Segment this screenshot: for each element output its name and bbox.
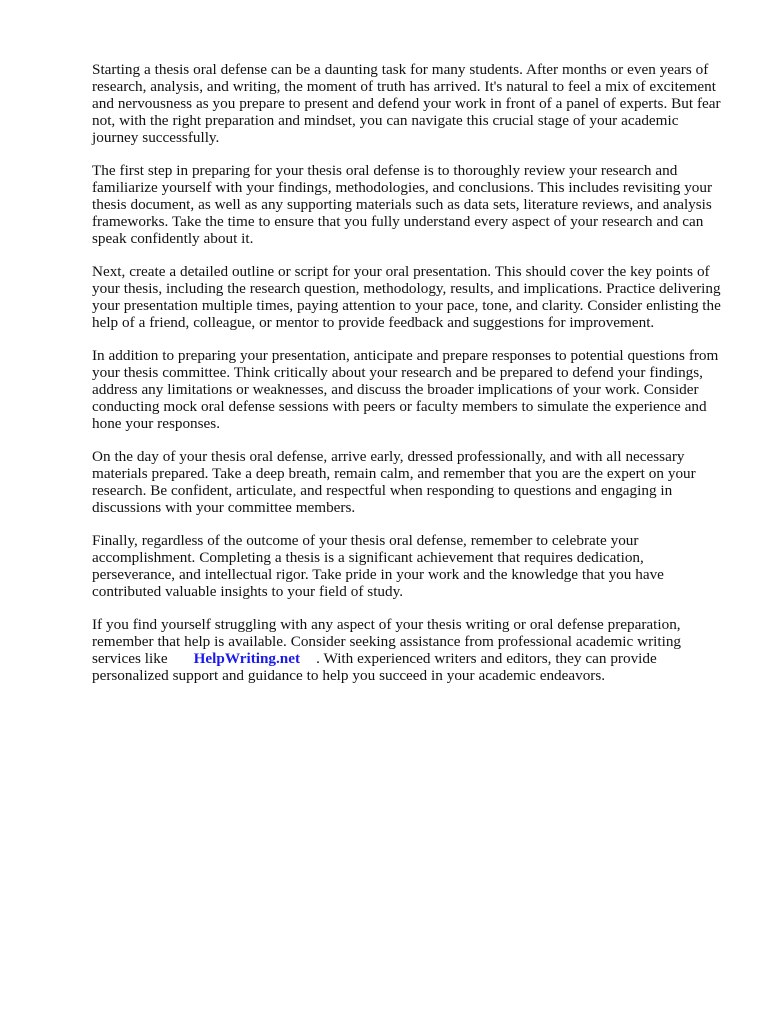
paragraph-celebrate: Finally, regardless of the outcome of your thesis oral defense, remember to celebrate your accomplishment. Completing a thesis is a significant achievement that requires dedication, perseverance, and intellectual rigor. Take pride in your work and the knowledge that you have contributed valuable insights to your field of study.: [92, 532, 664, 600]
helpwriting-link[interactable]: HelpWriting.net: [193, 650, 301, 667]
closing-text-before-link: If you find yourself struggling with any aspect of your thesis writing or oral defense preparation, remember that help is available. Consider seeking assistance from professional academic writing services like: [92, 616, 681, 667]
paragraph-outline-presentation: Next, create a detailed outline or script for your oral presentation. This should cover the key points of your thesis, including the research question, methodology, results, and implications. Practice delivering your presentation multiple times, paying attention to your pace, tone, and clarity. Consider enlisting the help of a friend, colleague, or mentor to provide feedback and suggestions for improvement.: [92, 263, 721, 331]
paragraph-intro: Starting a thesis oral defense can be a daunting task for many students. After months or even years of research, analysis, and writing, the moment of truth has arrived. It's natural to feel a mix of excitement and nervousness as you prepare to present and defend your work in front of a panel of experts. But fear not, with the right preparation and mindset, you can navigate this crucial stage of your academic journey successfully.: [92, 61, 721, 146]
paragraph-closing: [92, 616, 728, 684]
paragraph-review-research: The first step in preparing for your thesis oral defense is to thoroughly review your research and familiarize yourself with your findings, methodologies, and conclusions. This includes revisiting your thesis document, as well as any supporting materials such as data sets, literature reviews, and analysis frameworks. Take the time to ensure that you fully understand every aspect of your research and can speak confidently about it.: [92, 162, 713, 247]
paragraph-defense-day: On the day of your thesis oral defense, arrive early, dressed professionally, and with all necessary materials prepared. Take a deep breath, remain calm, and remember that you are the expert on your research. Be confident, articulate, and respectful when responding to questions and engaging in discussions with your committee members.: [92, 448, 696, 516]
closing-text-after-link: . With experienced writers and editors, they can provide personalized support and guidance to help you succeed in your academic endeavors.: [92, 650, 657, 684]
paragraph-anticipate-questions: In addition to preparing your presentation, anticipate and prepare responses to potential questions from your thesis committee. Think critically about your research and be prepared to defend your findings, address any limitations or weaknesses, and discuss the broader implications of your work. Consider conducting mock oral defense sessions with peers or faculty members to simulate the experience and hone your responses.: [92, 347, 719, 432]
